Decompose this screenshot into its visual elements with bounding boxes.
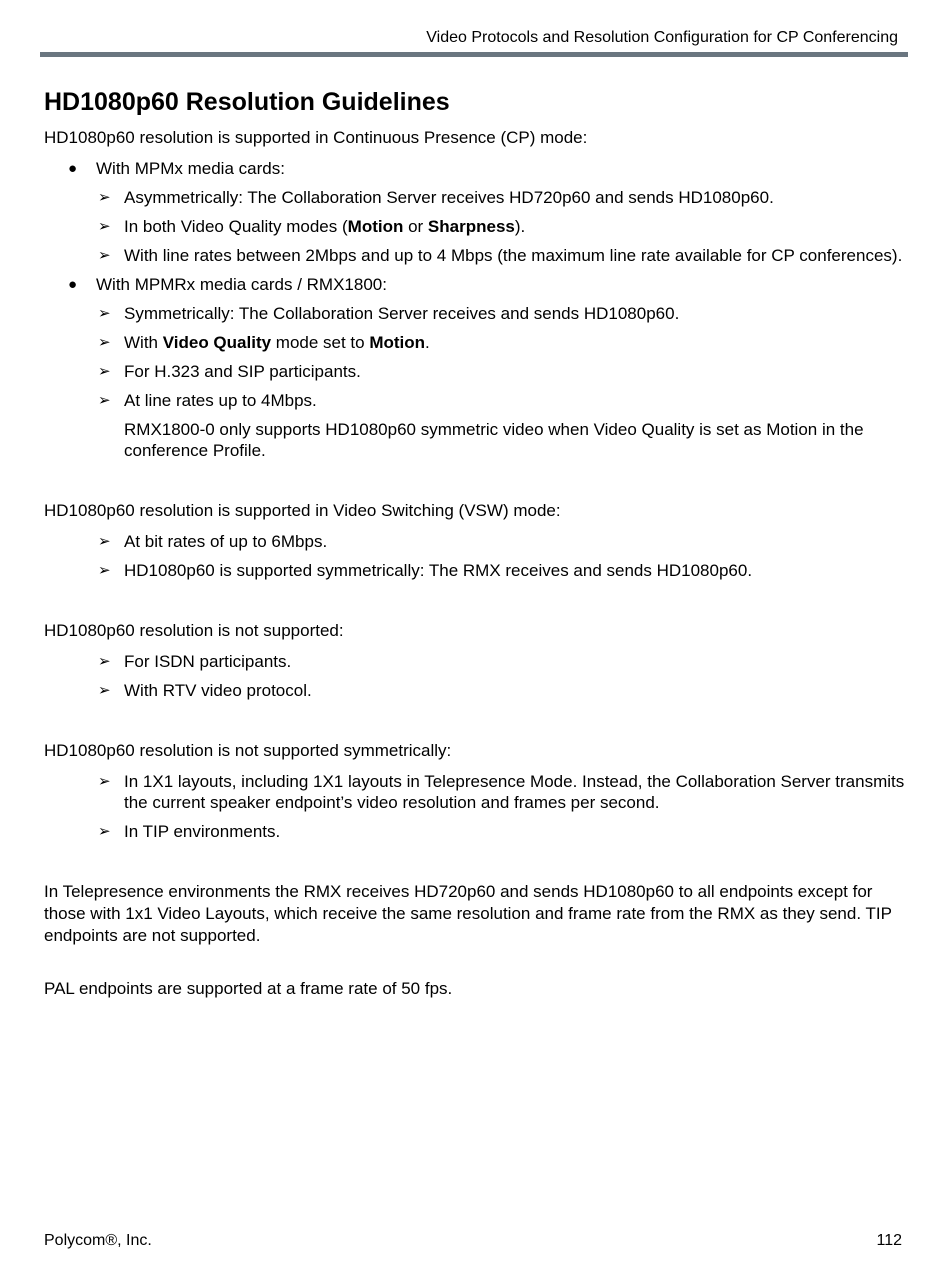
vsw-intro: HD1080p60 resolution is supported in Video Switching (VSW) mode: (44, 501, 561, 520)
header-rule (40, 52, 908, 57)
footer-company: Polycom®, Inc. (44, 1232, 152, 1249)
bullet-label: With MPMRx media cards / RMX1800: (96, 275, 387, 294)
not-symmetric-intro: HD1080p60 resolution is not supported symmetrically: (44, 741, 452, 760)
arrow-bullet-icon: ➢ (98, 189, 111, 206)
rmx1800-note: RMX1800-0 only supports HD1080p60 symmetric video when Video Quality is set as Motion in the conference Profile. (124, 420, 864, 460)
bullet-dot: ● (68, 276, 78, 293)
list-item (44, 303, 910, 324)
item-text: With RTV video protocol. (124, 681, 312, 700)
item-bold-sharpness: Sharpness (427, 217, 515, 236)
bullet-mpmrx (44, 274, 910, 296)
cp-intro: HD1080p60 resolution is supported in Continuous Presence (CP) mode: (44, 128, 588, 147)
item-text-post: ). (514, 217, 526, 236)
item-text: Symmetrically: The Collaboration Server receives and sends HD1080p60. (124, 304, 680, 323)
item-text: At bit rates of up to 6Mbps. (124, 532, 328, 551)
running-header: Video Protocols and Resolution Configuration for CP Conferencing (426, 29, 898, 46)
list-item (44, 821, 910, 842)
item-text: For H.323 and SIP participants. (124, 362, 361, 381)
bullet-dot: ● (68, 160, 78, 177)
arrow-bullet-icon: ➢ (98, 392, 111, 409)
page-number: 112 (876, 1232, 902, 1249)
arrow-bullet-icon: ➢ (98, 682, 111, 699)
telepresence-paragraph: In Telepresence environments the RMX receives HD720p60 and sends HD1080p60 to all endpoints except for those with 1x1 Video Layouts, which receive the same resolution and frame rate from the RMX as they send. TIP endpoints are not supported. (44, 882, 892, 945)
item-text: For ISDN participants. (124, 652, 292, 671)
arrow-bullet-icon: ➢ (98, 562, 111, 579)
list-item (44, 187, 910, 208)
item-text-mid: mode set to (271, 333, 370, 352)
section-heading: HD1080p60 Resolution Guidelines (44, 88, 450, 116)
item-text-or: or (403, 217, 428, 236)
arrow-bullet-icon: ➢ (98, 653, 111, 670)
item-bold-video-quality: Video Quality (162, 333, 272, 352)
list-item (44, 390, 910, 411)
arrow-bullet-icon: ➢ (98, 773, 111, 790)
item-text-pre: With (124, 333, 163, 352)
not-supported-intro: HD1080p60 resolution is not supported: (44, 621, 344, 640)
item-text: Asymmetrically: The Collaboration Server receives HD720p60 and sends HD1080p60. (124, 188, 774, 207)
item-text: In 1X1 layouts, including 1X1 layouts in Telepresence Mode. Instead, the Collaboration Server transmits the current speaker endpoint’s video resolution and frames per second. (124, 772, 905, 812)
item-bold-motion: Motion (369, 333, 426, 352)
item-text-pre: In both Video Quality modes ( (124, 217, 348, 236)
arrow-bullet-icon: ➢ (98, 247, 111, 264)
item-bold-motion: Motion (347, 217, 404, 236)
list-item (44, 680, 910, 701)
arrow-bullet-icon: ➢ (98, 218, 111, 235)
item-text-post: . (425, 333, 430, 352)
list-item (44, 361, 910, 382)
pal-paragraph: PAL endpoints are supported at a frame rate of 50 fps. (44, 979, 453, 998)
arrow-bullet-icon: ➢ (98, 334, 111, 351)
arrow-bullet-icon: ➢ (98, 533, 111, 550)
item-text: HD1080p60 is supported symmetrically: The RMX receives and sends HD1080p60. (124, 561, 753, 580)
arrow-bullet-icon: ➢ (98, 823, 111, 840)
arrow-bullet-icon: ➢ (98, 305, 111, 322)
bullet-mpmx (44, 158, 910, 180)
item-text: With line rates between 2Mbps and up to 4 Mbps (the maximum line rate available for CP conferences). (124, 246, 903, 265)
list-item (44, 216, 910, 237)
list-item (44, 560, 910, 581)
item-text: In TIP environments. (124, 822, 281, 841)
page-content (44, 87, 910, 1000)
item-text: At line rates up to 4Mbps. (124, 391, 317, 410)
list-item (44, 332, 910, 353)
list-item (44, 771, 910, 813)
list-item (44, 651, 910, 672)
arrow-bullet-icon: ➢ (98, 363, 111, 380)
list-item (44, 245, 910, 266)
list-item (44, 531, 910, 552)
bullet-label: With MPMx media cards: (96, 159, 285, 178)
